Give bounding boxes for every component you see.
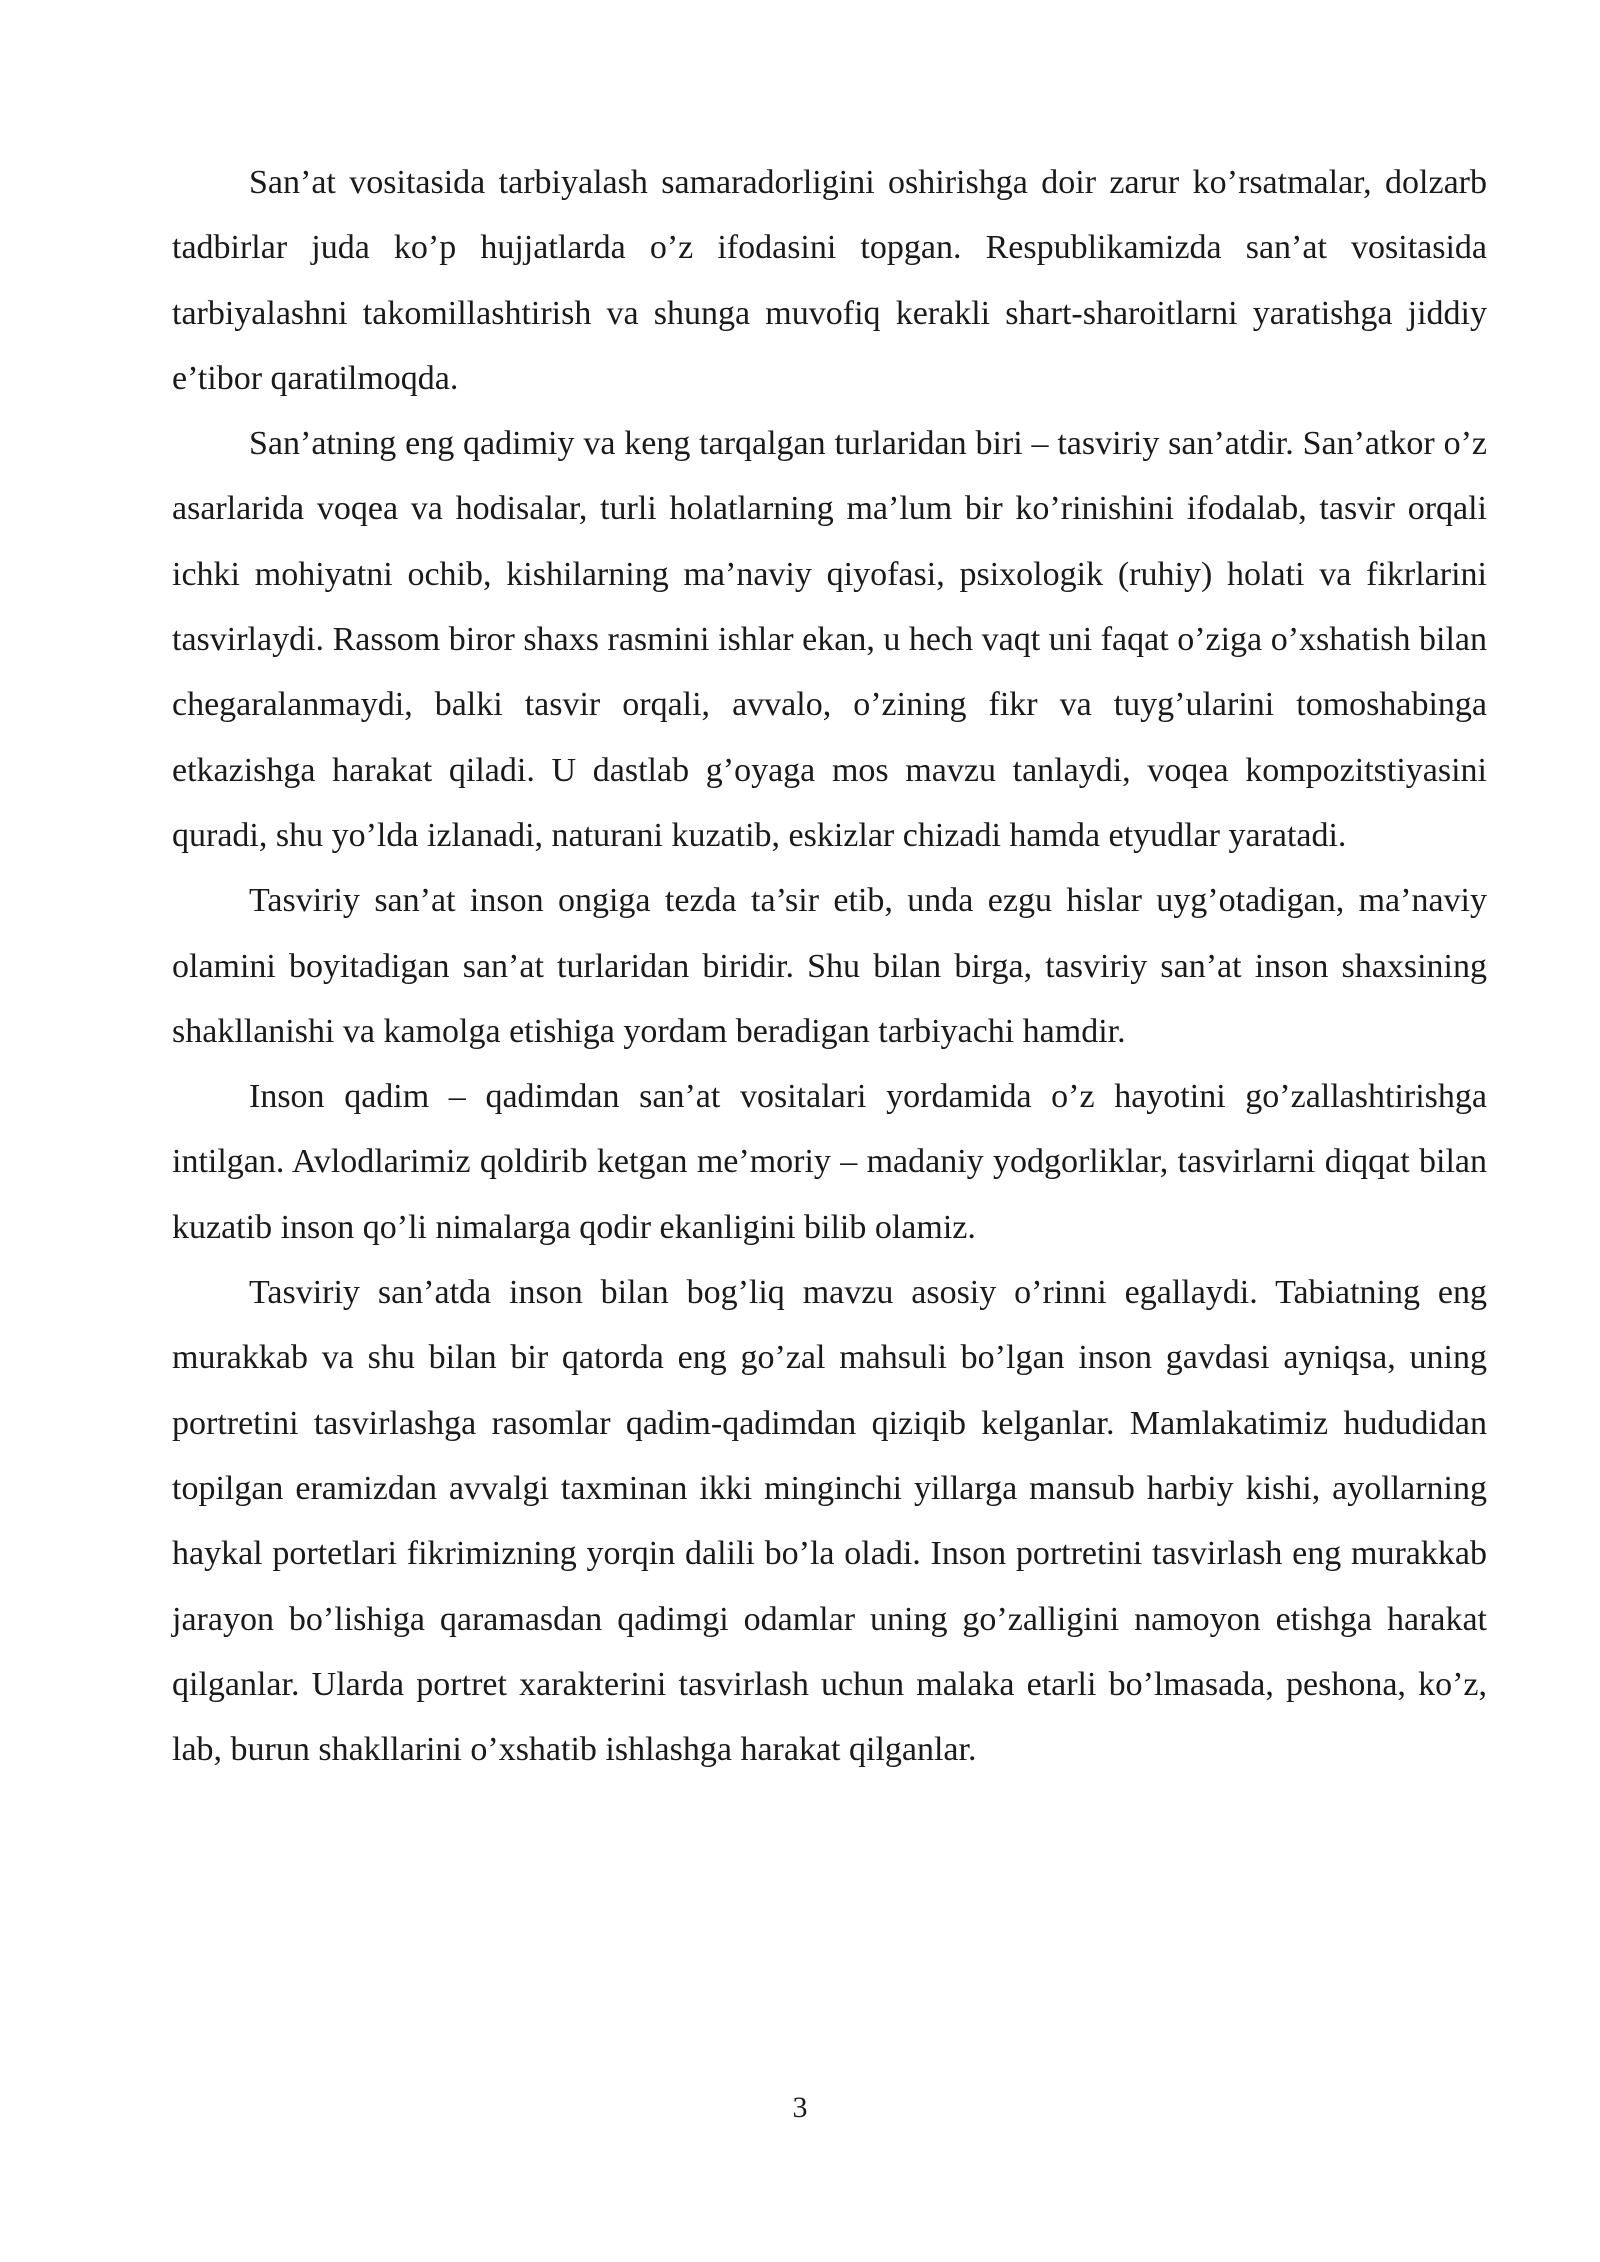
paragraph-5: Tasviriy san’atda inson bilan bog’liq mavzu asosiy o’rinni egallaydi. Tabiatning eng murakkab va shu bilan bir qatorda eng go’zal mahsuli bo’lgan inson gavdasi ayniqsa, uning portretini tasvirlashga rasomlar qadim-qadimdan qiziqib kelganlar. Mamlakatimiz hududidan topilgan eramizdan avvalgi taxminan ikki minginchi yillarga mansub harbiy kishi, ayollarning haykal portetlari fikrimizning yorqin dalili bo’la oladi. Inson portretini tasvirlash eng murakkab jarayon bo’lishiga qaramasdan qadimgi odamlar uning go’zalligini namoyon etishga harakat qilganlar. Ularda portret xarakterini tasvirlash uchun malaka etarli bo’lmasada, peshona, ko’z, lab, burun shakllarini o’xshatib ishlashga harakat qilganlar. [172, 1274, 1487, 1769]
paragraph-4: Inson qadim – qadimdan san’at vositalari yordamida o’z hayotini go’zallashtirishga intilgan. Avlodlarimiz qoldirib ketgan me’moriy – madaniy yodgorliklar, tasvirlarni diqqat bilan kuzatib inson qo’li nimalarga qodir ekanligini bilib olamiz. [172, 1078, 1487, 1246]
page-number: 3 [792, 2091, 808, 2124]
paragraph-3: Tasviriy san’at inson ongiga tezda ta’sir etib, unda ezgu hislar uyg’otadigan, ma’naviy olamini boyitadigan san’at turlaridan biridir. Shu bilan birga, tasviriy san’at inson shaxsining shakllanishi va kamolga etishiga yordam beradigan tarbiyachi hamdir. [172, 882, 1487, 1050]
paragraph-1: San’at vositasida tarbiyalash samaradorligini oshirishga doir zarur ko’rsatmalar, dolzarb tadbirlar juda ko’p hujjatlarda o’z ifodasini topgan. Respublikamizda san’at vositasida tarbiyalashni takomillashtirish va shunga muvofiq kerakli shart-sharoitlarni yaratishga jiddiy e’tibor qaratilmoqda. [172, 164, 1487, 397]
paragraph-2: San’atning eng qadimiy va keng tarqalgan turlaridan biri – tasviriy san’atdir. San’atkor o’z asarlarida voqea va hodisalar, turli holatlarning ma’lum bir ko’rinishini ifodalab, tasvir orqali ichki mohiyatni ochib, kishilarning ma’naviy qiyofasi, psixologik (ruhiy) holati va fikrlarini tasvirlaydi. Rassom biror shaxs rasmini ishlar ekan, u hech vaqt uni faqat o’ziga o’xshatish bilan chegaralanmaydi, balki tasvir orqali, avvalo, o’zining fikr va tuyg’ularini tomoshabinga etkazishga harakat qiladi. U dastlab g’oyaga mos mavzu tanlaydi, voqea kompozitstiyasini quradi, shu yo’lda izlanadi, naturani kuzatib, eskizlar chizadi hamda etyudlar yaratadi. [172, 425, 1487, 854]
body-text [172, 150, 1487, 1782]
